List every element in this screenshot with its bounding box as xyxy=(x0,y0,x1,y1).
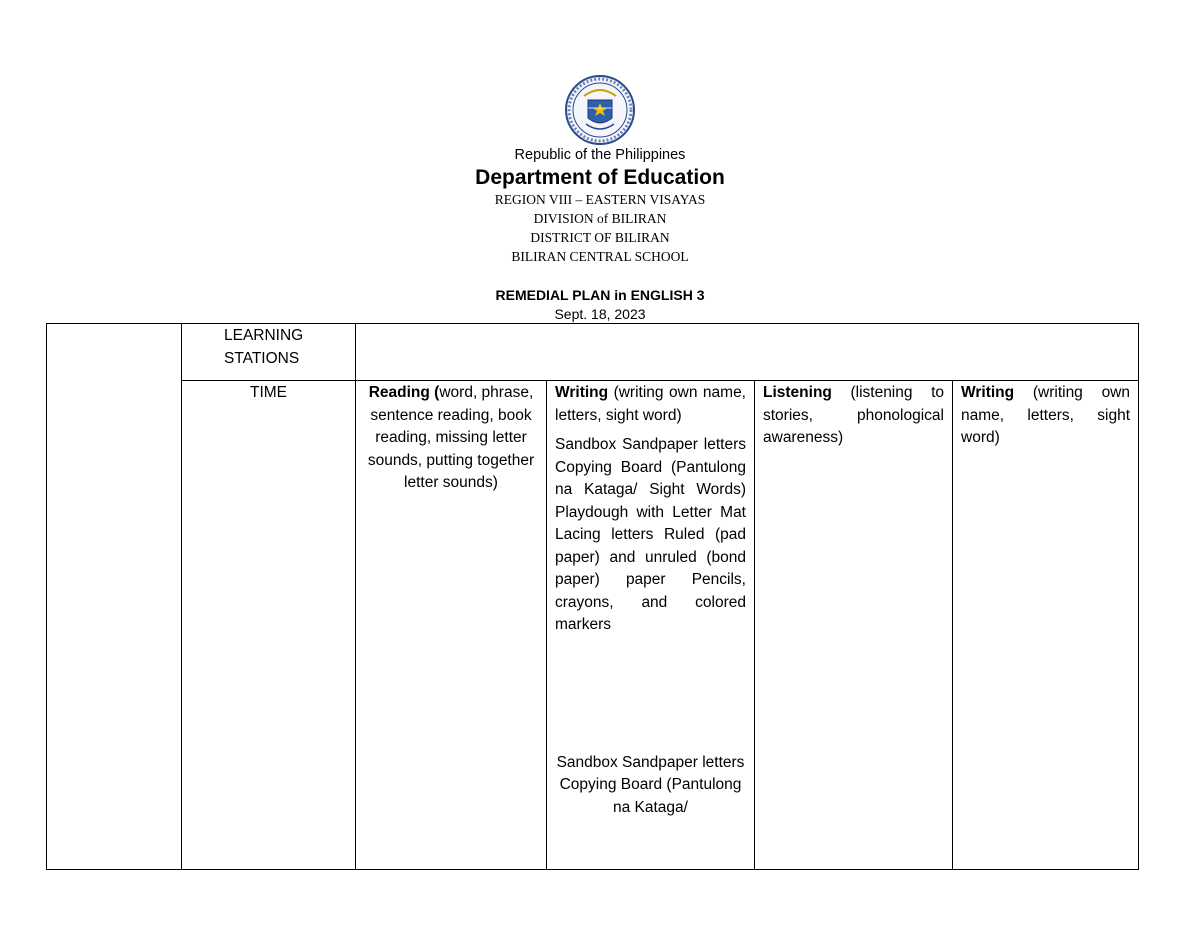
listening-description xyxy=(755,381,952,450)
listening-cell xyxy=(755,381,953,870)
writing2-cell xyxy=(953,381,1139,870)
writing2-text: (writing own name, letters, sight word) xyxy=(961,384,1130,446)
writing-text: (writing own name, letters, sight word) xyxy=(555,384,746,424)
reading-text: word, phrase, sentence reading, book reading, missing letter sounds, putting together letter sounds) xyxy=(367,384,535,491)
time-cell xyxy=(182,381,356,870)
writing-cell xyxy=(547,381,755,870)
table-row xyxy=(47,324,1139,381)
time-label: TIME xyxy=(249,384,288,401)
table-row xyxy=(47,381,1139,870)
region-line: REGION VIII – EASTERN VISAYAS xyxy=(494,192,706,207)
deped-seal-icon xyxy=(564,74,636,146)
division-line: DIVISION of BILIRAN xyxy=(533,211,667,226)
remedial-plan-table xyxy=(46,323,1139,870)
listening-heading: Listening xyxy=(763,384,832,401)
writing-description xyxy=(547,381,754,427)
listening-text: (listening to stories, phonological awareness) xyxy=(763,384,944,446)
learning-stations-label: LEARNING STATIONS xyxy=(224,327,304,367)
plan-date: Sept. 18, 2023 xyxy=(554,306,646,322)
stations-content-cell xyxy=(356,324,1139,381)
school-line: BILIRAN CENTRAL SCHOOL xyxy=(511,249,689,264)
plan-title: REMEDIAL PLAN in ENGLISH 3 xyxy=(495,287,705,303)
republic-line: Republic of the Philippines xyxy=(514,147,686,163)
blank-left-cell xyxy=(47,324,182,870)
reading-description xyxy=(356,381,546,495)
writing-heading: Writing xyxy=(555,384,609,401)
writing2-description xyxy=(953,381,1138,450)
reading-cell xyxy=(356,381,547,870)
writing-materials: Sandbox Sandpaper letters Copying Board (Pantulong na Kataga/ Sight Words) Playdough with Letter Mat Lacing letters Ruled (pad paper) and unruled (bond paper) paper Pencils, crayons, and colored markers xyxy=(555,436,746,633)
department-title: Department of Education xyxy=(475,166,725,189)
writing-materials-repeat: Sandbox Sandpaper letters Copying Board (Pantulong na Kataga/ xyxy=(556,753,745,816)
district-line: DISTRICT OF BILIRAN xyxy=(530,230,670,245)
learning-stations-cell xyxy=(182,324,356,381)
reading-heading: Reading ( xyxy=(368,384,440,401)
writing2-heading: Writing xyxy=(961,384,1015,401)
